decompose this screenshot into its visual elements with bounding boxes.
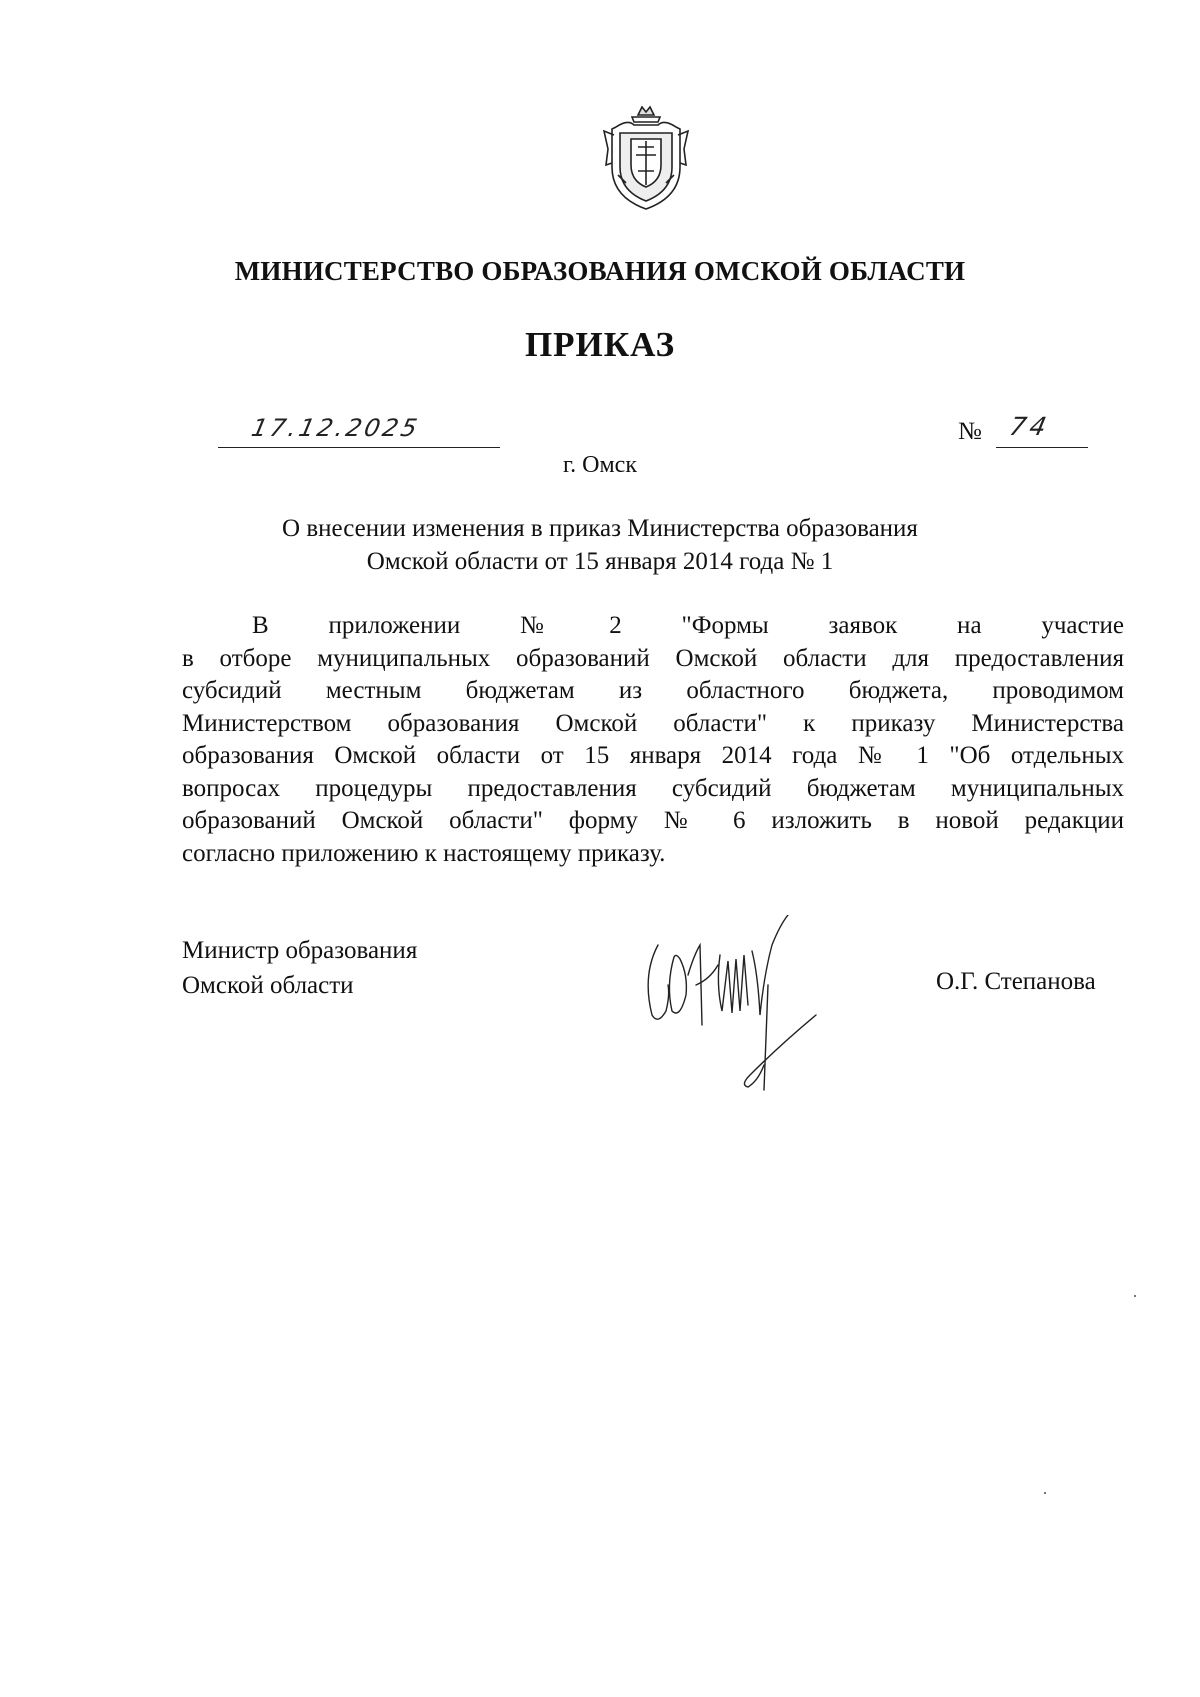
body-line: субсидий местным бюджетам из областного бюджета, проводимом — [182, 677, 1124, 704]
body-line: согласно приложению к настоящему приказу. — [182, 839, 666, 867]
number-underline — [996, 447, 1088, 448]
coat-of-arms-icon — [598, 105, 694, 211]
subject-line: О внесении изменения в приказ Министерства образования — [282, 515, 918, 542]
order-number: 74 — [1006, 412, 1053, 441]
signer-title — [182, 933, 417, 1003]
body-line: Министерством образования Омской области" к приказу Министерства — [182, 709, 1124, 737]
body-line: образования Омской области от 15 января 2014 года № 1 "Об отдельных — [182, 742, 1124, 769]
scan-speck — [1134, 1295, 1136, 1297]
city: г. Омск — [563, 452, 637, 478]
body-line: вопросах процедуры предоставления субсидий бюджетам муниципальных — [182, 774, 1124, 802]
body-line: в отборе муниципальных образований Омской области для предоставления — [182, 644, 1124, 672]
body-line: В приложении № 2 "Формы заявок на участие — [252, 612, 1124, 639]
signer-name: О.Г. Степанова — [936, 968, 1096, 995]
document-type-title: ПРИКАЗ — [524, 325, 676, 364]
body-line: образований Омской области" форму № 6 изложить в новой редакции — [182, 807, 1124, 834]
order-subject — [0, 512, 1200, 578]
signer-title-line: Омской области — [182, 972, 354, 999]
ministry-name: МИНИСТЕРСТВО ОБРАЗОВАНИЯ ОМСКОЙ ОБЛАСТИ — [234, 256, 966, 286]
scan-speck — [1044, 1492, 1046, 1494]
order-body — [182, 610, 1124, 870]
order-date: 17.12.2025 — [249, 414, 423, 442]
signature-icon — [640, 915, 870, 1095]
signer-title-line: Министр образования — [182, 937, 418, 964]
subject-line: Омской области от 15 января 2014 года № 1 — [366, 548, 834, 575]
order-number-label: № — [958, 418, 982, 445]
date-underline — [218, 447, 500, 448]
